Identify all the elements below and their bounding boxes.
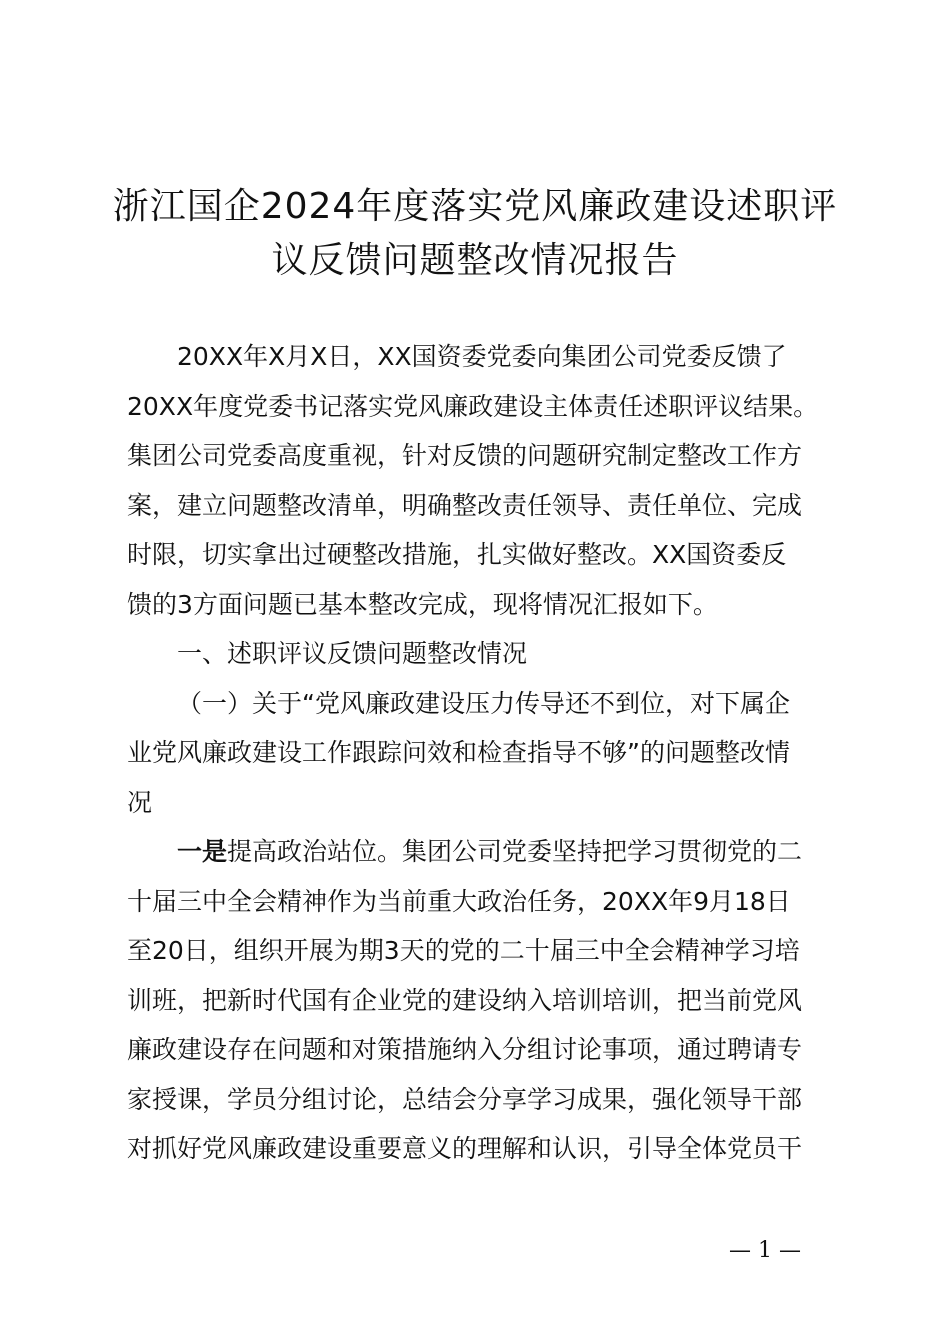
para2-line: 训班，把新时代国有企业党的建设纳入培训培训，把当前党风 bbox=[127, 985, 803, 1015]
para1-line: 集团公司党委高度重视，针对反馈的问题研究制定整改工作方 bbox=[127, 441, 803, 470]
para2-line: 家授课，学员分组讨论，总结会分享学习成果，强化领导干部 bbox=[127, 1084, 803, 1114]
para2-line: 十届三中全会精神作为当前重大政治任务，20XX年9月18日 bbox=[127, 886, 791, 916]
section-heading: 一、述职评议反馈问题整改情况 bbox=[177, 639, 528, 668]
para2-line: 对抓好党风廉政建设重要意义的理解和认识，引导全体党员干 bbox=[127, 1134, 803, 1163]
page-number: — 1 — bbox=[729, 1238, 801, 1263]
para1-line: 时限，切实拿出过硬整改措施，扎实做好整改。XX国资委反 bbox=[127, 540, 787, 569]
subsection-heading-line: 业党风廉政建设工作跟踪问效和检查指导不够”的问题整改情 bbox=[127, 738, 790, 767]
para1-line: 案，建立问题整改清单，明确整改责任领导、责任单位、完成 bbox=[127, 490, 803, 520]
para2-line: 至20日，组织开展为期3天的党的二十届三中全会精神学习培 bbox=[127, 936, 800, 965]
subsection-heading-line: 况 bbox=[127, 787, 153, 817]
title-line-1: 浙江国企2024年度落实党风廉政建设述职评 bbox=[112, 186, 838, 227]
para2-first-rest: 提高政治站位。集团公司党委坚持把学习贯彻党的二 bbox=[227, 837, 803, 866]
para2-lead: 一是 bbox=[177, 837, 228, 866]
para1-line: 20XX年X月X日，XX国资委党委向集团公司党委反馈了 bbox=[177, 342, 787, 371]
para1-line: 20XX年度党委书记落实党风廉政建设主体责任述职评议结果。 bbox=[127, 391, 819, 421]
subsection-heading-line: （一）关于“党风廉政建设压力传导还不到位，对下属企 bbox=[177, 688, 790, 718]
document-body bbox=[127, 332, 835, 1174]
title-line-2: 议反馈问题整改情况报告 bbox=[271, 240, 679, 281]
para2-line: 廉政建设存在问题和对策措施纳入分组讨论事项，通过聘请专 bbox=[127, 1035, 803, 1064]
para1-line: 馈的3方面问题已基本整改完成，现将情况汇报如下。 bbox=[127, 589, 718, 619]
para2-line bbox=[127, 827, 835, 877]
document-title bbox=[100, 180, 850, 288]
